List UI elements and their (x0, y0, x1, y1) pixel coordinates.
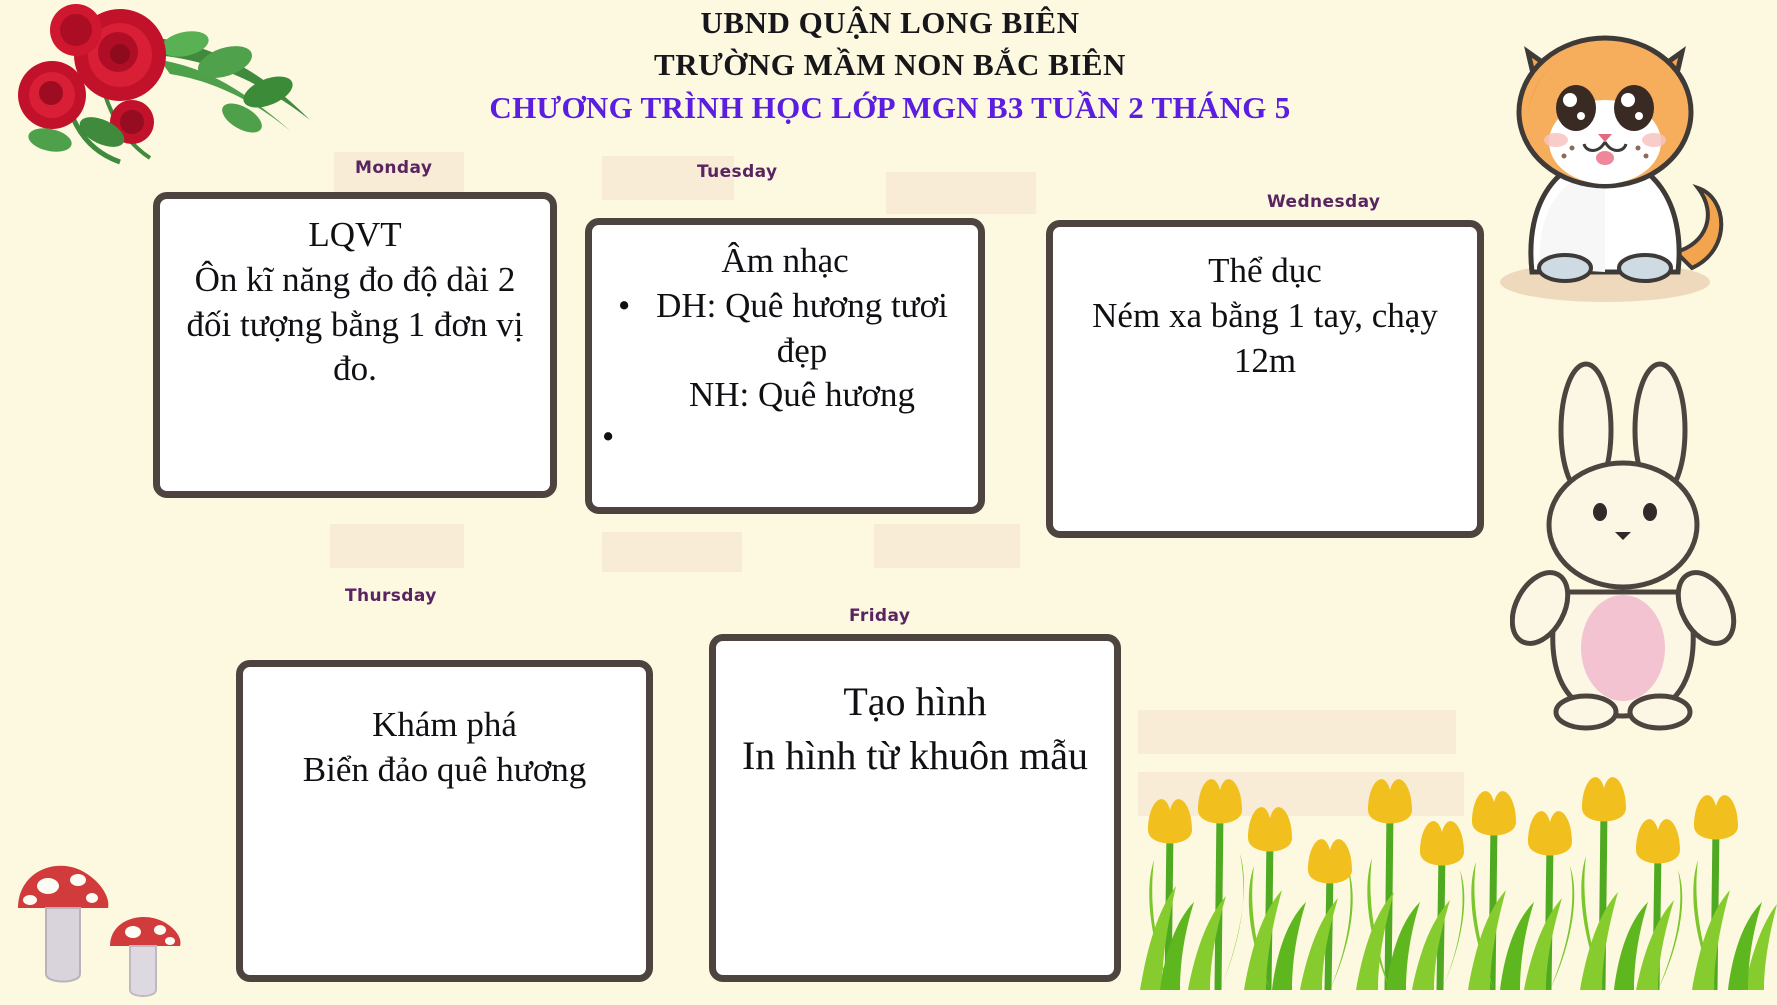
card-friday[interactable] (709, 634, 1121, 982)
card-wednesday-title: Thể dục (1208, 251, 1322, 290)
card-tuesday[interactable] (585, 218, 985, 514)
card-wednesday-content (1067, 249, 1463, 383)
card-monday[interactable] (153, 192, 557, 498)
tape-friday-top (874, 524, 1020, 568)
card-monday-content (170, 213, 540, 392)
card-monday-body: Ôn kĩ năng đo độ dài 2 đối tượng bằng 1 đơn vị đo. (186, 259, 524, 389)
card-monday-title: LQVT (308, 215, 402, 254)
card-thursday[interactable] (236, 660, 653, 982)
header-line-school: TRƯỜNG MẦM NON BẮC BIÊN (654, 46, 1126, 82)
card-thursday-content (257, 703, 632, 793)
mushrooms-icon (0, 850, 215, 1000)
header-line-program: CHƯƠNG TRÌNH HỌC LỚP MGN B3 TUẦN 2 THÁNG 5 (489, 89, 1291, 125)
card-wednesday[interactable] (1046, 220, 1484, 538)
tape-monday-bottom (330, 524, 464, 568)
rabbit-icon (1510, 360, 1740, 760)
card-friday-content (730, 675, 1100, 783)
day-label-wednesday: Wednesday (1267, 192, 1381, 212)
card-wednesday-body: Ném xa bằng 1 tay, chạy 12m (1092, 295, 1438, 380)
card-tuesday-bullet-list (598, 284, 972, 418)
day-label-friday: Friday (849, 606, 911, 626)
card-tuesday-content (598, 239, 972, 418)
card-tuesday-bullet-2: • NH: Quê hương (642, 373, 962, 418)
card-friday-title: Tạo hình (843, 679, 987, 724)
card-tuesday-title: Âm nhạc (721, 241, 849, 280)
card-thursday-title: Khám phá (372, 705, 517, 744)
day-label-thursday: Thursday (345, 586, 437, 606)
day-label-monday: Monday (355, 158, 433, 178)
roses-icon (10, 0, 360, 175)
header-line-authority: UBND QUẬN LONG BIÊN (700, 5, 1080, 40)
poster-header (360, 2, 1420, 129)
day-label-tuesday: Tuesday (697, 162, 778, 182)
tape-wednesday-top (886, 172, 1036, 214)
card-tuesday-bullet-1: • DH: Quê hương tươi đẹp (642, 284, 962, 374)
card-thursday-body: Biển đảo quê hương (302, 749, 587, 789)
card-friday-body: In hình từ khuôn mẫu (741, 733, 1089, 778)
tape-tuesday-bottom (602, 532, 742, 572)
cat-icon (1480, 0, 1730, 310)
